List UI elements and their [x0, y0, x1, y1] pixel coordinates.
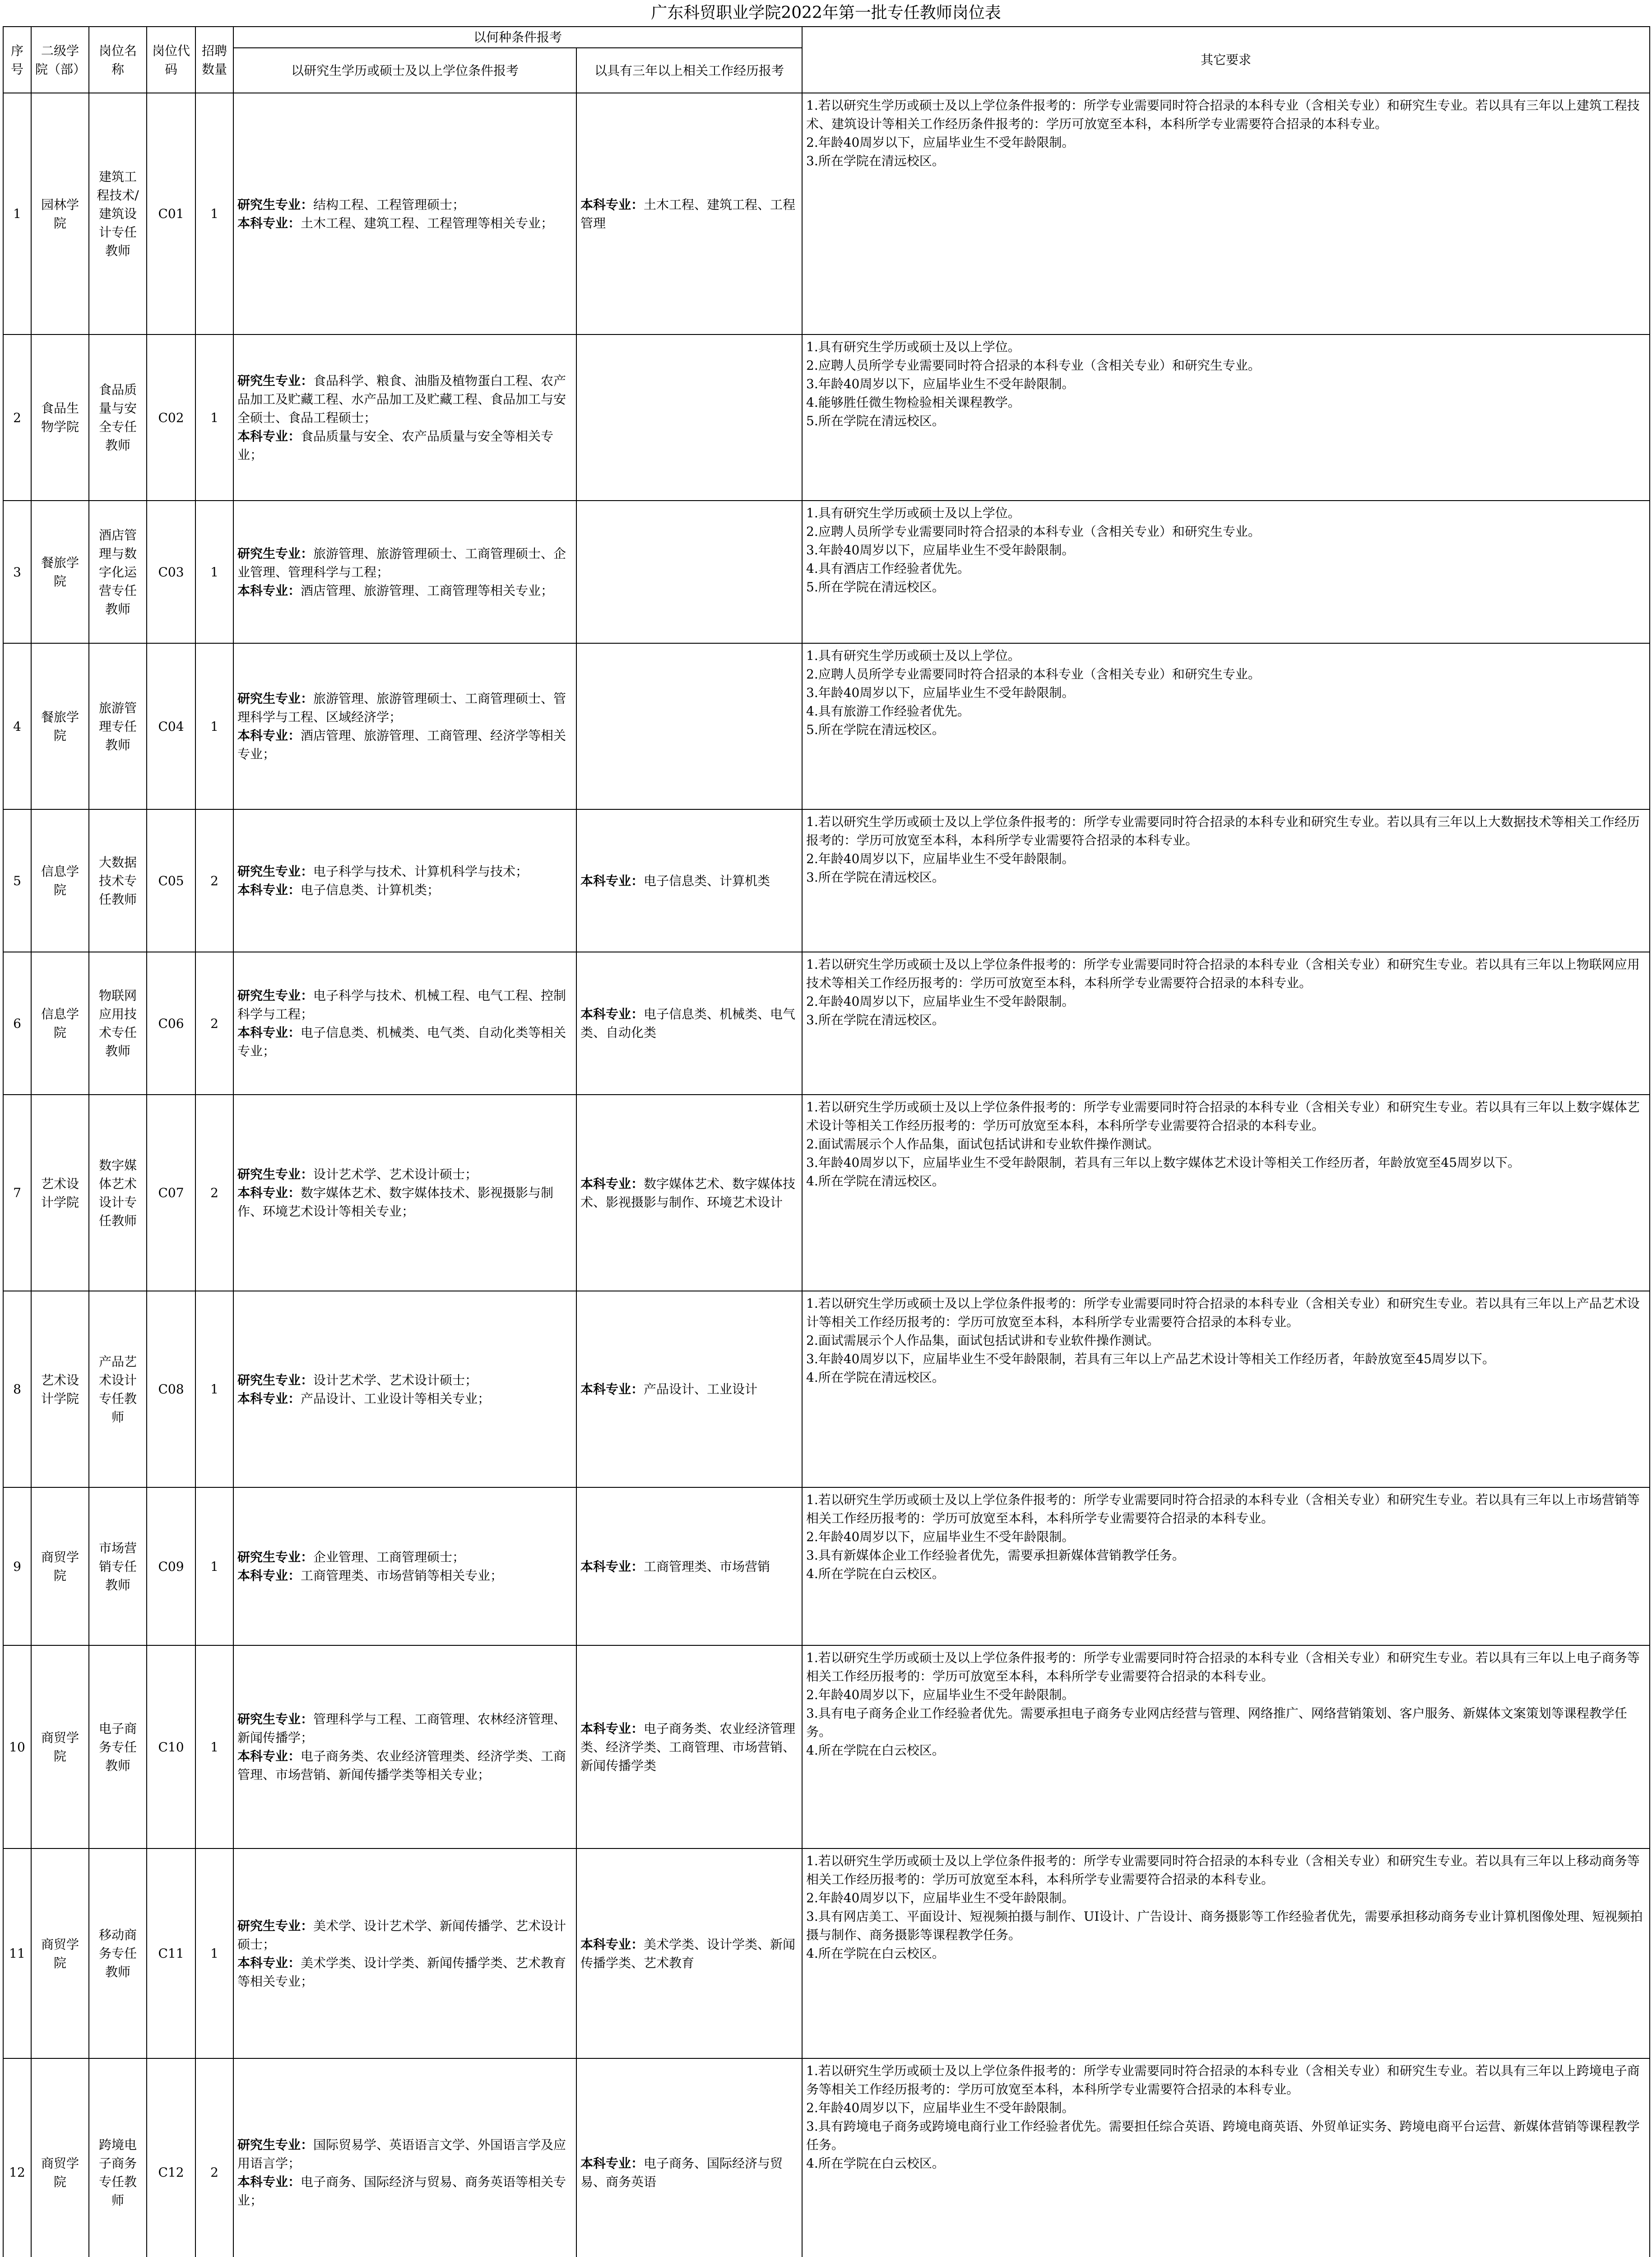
major-line — [580, 1935, 798, 1972]
major-lead: 本科专业： — [580, 1937, 644, 1952]
row-grad-majors — [233, 643, 576, 809]
header-seq: 序号 — [3, 27, 31, 93]
row-requirements — [802, 1487, 1650, 1645]
row-school: 商贸学院 — [31, 1848, 89, 2058]
major-lead: 本科专业： — [237, 1185, 301, 1200]
major-text: 食品科学、粮食、油脂及植物蛋白工程、农产品加工及贮藏工程、水产品加工及贮藏工程、食品加工与安全硕士、食品工程硕士； — [237, 373, 566, 425]
major-line — [237, 1954, 572, 1991]
major-line — [580, 1380, 798, 1398]
requirement-item: 1.若以研究生学历或硕士及以上学位条件报考的：所学专业需要同时符合招录的本科专业（含相关专业）和研究生专业。若以具有三年以上物联网应用技术等相关工作经历报考的：学历可放宽至本科，本科所学专业需要符合招录的本科专业。 — [806, 957, 1640, 990]
row-school: 餐旅学院 — [31, 501, 89, 643]
row-requirements — [802, 809, 1650, 952]
major-lead: 研究生专业： — [237, 1918, 314, 1933]
row-code: C06 — [147, 952, 195, 1095]
major-text: 土木工程、建筑工程、工程管理等相关专业； — [301, 215, 554, 231]
header-post: 岗位名称 — [89, 27, 147, 93]
row-grad-majors — [233, 1095, 576, 1291]
major-text: 电子信息类、计算机类 — [644, 873, 770, 888]
major-lead: 本科专业： — [580, 1559, 644, 1574]
major-lead: 本科专业： — [580, 197, 644, 212]
requirement-item: 2.应聘人员所学专业需要同时符合招录的本科专业（含相关专业）和研究生专业。 — [806, 358, 1261, 373]
row-work-majors — [576, 93, 802, 334]
row-requirements — [802, 952, 1650, 1095]
major-text: 美术学类、设计学类、新闻传播学类、艺术教育 — [580, 1937, 796, 1970]
major-lead: 研究生专业： — [237, 864, 314, 879]
requirement-item: 4.所在学院在清远校区。 — [806, 1370, 945, 1385]
table-row — [3, 334, 1650, 501]
row-code: C10 — [147, 1645, 195, 1848]
major-line — [237, 581, 572, 600]
row-count: 1 — [195, 334, 233, 501]
major-line — [237, 862, 572, 881]
major-line — [237, 427, 572, 464]
major-line — [237, 1566, 572, 1585]
major-lead: 本科专业： — [237, 583, 301, 598]
major-text: 土木工程、建筑工程、工程管理 — [580, 197, 796, 231]
row-requirements — [802, 501, 1650, 643]
requirement-item: 3.年龄40周岁以下，应届毕业生不受年龄限制。 — [806, 543, 1075, 557]
major-text: 结构工程、工程管理硕士； — [313, 197, 465, 212]
row-school: 商贸学院 — [31, 2058, 89, 2257]
requirement-item: 3.所在学院在清远校区。 — [806, 153, 945, 168]
requirement-item: 2.年龄40周岁以下，应届毕业生不受年龄限制。 — [806, 1529, 1075, 1544]
row-count: 1 — [195, 1487, 233, 1645]
table-body — [3, 93, 1650, 2257]
row-grad-majors — [233, 1291, 576, 1487]
requirement-item: 2.年龄40周岁以下，应届毕业生不受年龄限制。 — [806, 2100, 1075, 2115]
header-count: 招聘数量 — [195, 27, 233, 93]
row-work-majors — [576, 501, 802, 643]
row-code: C01 — [147, 93, 195, 334]
requirement-item: 2.年龄40周岁以下，应届毕业生不受年龄限制。 — [806, 851, 1075, 866]
major-text: 工商管理类、市场营销等相关专业； — [301, 1568, 503, 1583]
major-text: 管理科学与工程、工商管理、农林经济管理、新闻传播学； — [237, 1712, 566, 1745]
requirement-item: 1.具有研究生学历或硕士及以上学位。 — [806, 339, 1021, 354]
major-line — [237, 1389, 572, 1408]
row-grad-majors — [233, 809, 576, 952]
major-line — [580, 1005, 798, 1042]
major-line — [237, 1548, 572, 1566]
major-text: 电子信息类、计算机类； — [301, 882, 440, 897]
requirement-item: 3.具有网店美工、平面设计、短视频拍摄与制作、UI设计、广告设计、商务摄影等工作经验者优先，需要承担移动商务专业计算机图像处理、短视频拍摄与制作、商务摄影等课程教学任务。 — [806, 1909, 1643, 1942]
row-post: 数字媒体艺术设计专任教师 — [89, 1095, 147, 1291]
row-post: 跨境电子商务专任教师 — [89, 2058, 147, 2257]
table-row — [3, 643, 1650, 809]
row-seq: 8 — [3, 1291, 31, 1487]
major-text: 美术学、设计艺术学、新闻传播学、艺术设计硕士； — [237, 1918, 566, 1952]
row-grad-majors — [233, 334, 576, 501]
row-school: 信息学院 — [31, 952, 89, 1095]
row-requirements — [802, 1645, 1650, 1848]
major-text: 食品质量与安全、农产品质量与安全等相关专业； — [237, 428, 554, 462]
table-row — [3, 1095, 1650, 1291]
requirement-item: 1.若以研究生学历或硕士及以上学位条件报考的：所学专业需要同时符合招录的本科专业（含相关专业）和研究生专业。若以具有三年以上数字媒体艺术设计等相关工作经历报考的：学历可放宽至本科，本科所学专业需要符合招录的本科专业。 — [806, 1100, 1640, 1133]
major-text: 美术学类、设计学类、新闻传播学类、艺术教育等相关专业； — [237, 1955, 566, 1989]
requirement-item: 5.所在学院在清远校区。 — [806, 722, 945, 737]
row-school: 艺术设计学院 — [31, 1291, 89, 1487]
row-code: C02 — [147, 334, 195, 501]
row-post: 旅游管理专任教师 — [89, 643, 147, 809]
major-line — [237, 726, 572, 763]
requirement-item: 1.若以研究生学历或硕士及以上学位条件报考的：所学专业需要同时符合招录的本科专业（含相关专业）和研究生专业。若以具有三年以上电子商务等相关工作经历报考的：学历可放宽至本科，本科所学专业需要符合招录的本科专业。 — [806, 1650, 1640, 1684]
row-work-majors — [576, 1095, 802, 1291]
major-lead: 本科专业： — [237, 428, 301, 444]
row-post: 移动商务专任教师 — [89, 1848, 147, 2058]
row-grad-majors — [233, 1487, 576, 1645]
requirement-item: 2.应聘人员所学专业需要同时符合招录的本科专业（含相关专业）和研究生专业。 — [806, 667, 1261, 682]
row-seq: 7 — [3, 1095, 31, 1291]
major-line — [237, 1184, 572, 1221]
table-row — [3, 1291, 1650, 1487]
row-code: C12 — [147, 2058, 195, 2257]
header-grad: 以研究生学历或硕士及以上学位条件报考 — [233, 48, 576, 93]
row-seq: 1 — [3, 93, 31, 334]
row-post: 食品质量与安全专任教师 — [89, 334, 147, 501]
requirement-item: 1.具有研究生学历或硕士及以上学位。 — [806, 648, 1021, 663]
row-work-majors — [576, 334, 802, 501]
row-work-majors — [576, 1848, 802, 2058]
major-text: 酒店管理、旅游管理、工商管理等相关专业； — [301, 583, 554, 598]
row-seq: 6 — [3, 952, 31, 1095]
requirement-item: 1.具有研究生学历或硕士及以上学位。 — [806, 506, 1021, 520]
major-text: 电子商务类、农业经济管理类、经济学类、工商管理、市场营销、新闻传播学类 — [580, 1721, 796, 1773]
row-count: 2 — [195, 1095, 233, 1291]
major-lead: 本科专业： — [580, 1176, 644, 1191]
requirement-item: 3.所在学院在清远校区。 — [806, 1012, 945, 1027]
row-grad-majors — [233, 2058, 576, 2257]
requirement-item: 3.具有新媒体企业工作经验者优先，需要承担新媒体营销教学任务。 — [806, 1548, 1185, 1563]
row-requirements — [802, 1848, 1650, 2058]
requirement-item: 3.年龄40周岁以下，应届毕业生不受年龄限制。 — [806, 376, 1075, 391]
row-code: C07 — [147, 1095, 195, 1291]
major-line — [237, 1165, 572, 1184]
requirement-item: 3.年龄40周岁以下，应届毕业生不受年龄限制。 — [806, 685, 1075, 700]
major-lead: 研究生专业： — [237, 373, 314, 388]
row-grad-majors — [233, 93, 576, 334]
major-lead: 本科专业： — [580, 1382, 644, 1397]
major-lead: 本科专业： — [237, 1955, 301, 1970]
major-text: 工商管理类、市场营销 — [644, 1559, 770, 1574]
major-line — [237, 544, 572, 581]
page-title: 广东科贸职业学院2022年第一批专任教师岗位表 — [651, 4, 1001, 22]
requirement-item: 4.所在学院在清远校区。 — [806, 1174, 945, 1189]
row-requirements — [802, 1095, 1650, 1291]
requirement-item: 2.年龄40周岁以下，应届毕业生不受年龄限制。 — [806, 994, 1075, 1009]
requirement-item: 2.面试需展示个人作品集，面试包括试讲和专业软件操作测试。 — [806, 1333, 1160, 1348]
requirement-item: 4.能够胜任微生物检验相关课程教学。 — [806, 395, 1021, 410]
major-text: 产品设计、工业设计等相关专业； — [301, 1391, 491, 1406]
requirement-item: 1.若以研究生学历或硕士及以上学位条件报考的：所学专业需要同时符合招录的本科专业（含相关专业）和研究生专业。若以具有三年以上建筑工程技术、建筑设计等相关工作经历条件报考的：学历可放宽至本科，本科所学专业需要符合招录的本科专业。 — [806, 98, 1640, 131]
major-lead: 研究生专业： — [237, 1167, 314, 1182]
major-lead: 研究生专业： — [237, 988, 314, 1003]
major-lead: 本科专业： — [237, 1568, 301, 1583]
requirement-item: 4.具有酒店工作经验者优先。 — [806, 561, 970, 576]
requirement-item: 2.面试需展示个人作品集，面试包括试讲和专业软件操作测试。 — [806, 1137, 1160, 1152]
requirement-item: 2.年龄40周岁以下，应届毕业生不受年龄限制。 — [806, 1687, 1075, 1702]
row-seq: 9 — [3, 1487, 31, 1645]
row-post: 物联网应用技术专任教师 — [89, 952, 147, 1095]
table-row — [3, 2058, 1650, 2257]
major-lead: 本科专业： — [237, 2174, 301, 2189]
major-line — [237, 2136, 572, 2173]
row-school: 园林学院 — [31, 93, 89, 334]
row-post: 酒店管理与数字化运营专任教师 — [89, 501, 147, 643]
major-text: 产品设计、工业设计 — [644, 1382, 758, 1397]
row-work-majors — [576, 1645, 802, 1848]
major-lead: 本科专业： — [237, 1749, 301, 1764]
table-row — [3, 809, 1650, 952]
requirement-item: 4.所在学院在白云校区。 — [806, 1743, 945, 1758]
major-line — [580, 1175, 798, 1212]
row-code: C09 — [147, 1487, 195, 1645]
requirement-item: 3.所在学院在清远校区。 — [806, 870, 945, 885]
major-text: 设计艺术学、艺术设计硕士； — [313, 1372, 478, 1388]
row-work-majors — [576, 809, 802, 952]
major-line — [237, 689, 572, 726]
major-line — [237, 1747, 572, 1784]
major-text: 电子商务、国际经济与贸易、商务英语 — [580, 2155, 783, 2189]
row-post: 电子商务专任教师 — [89, 1645, 147, 1848]
major-lead: 本科专业： — [237, 1391, 301, 1406]
major-lead: 本科专业： — [580, 1007, 644, 1022]
row-seq: 2 — [3, 334, 31, 501]
row-school: 商贸学院 — [31, 1645, 89, 1848]
row-post: 大数据技术专任教师 — [89, 809, 147, 952]
row-grad-majors — [233, 1645, 576, 1848]
header-code: 岗位代码 — [147, 27, 195, 93]
row-post: 建筑工程技术/建筑设计专任教师 — [89, 93, 147, 334]
requirement-item: 1.若以研究生学历或硕士及以上学位条件报考的：所学专业需要同时符合招录的本科专业（含相关专业）和研究生专业。若以具有三年以上移动商务等相关工作经历报考的：学历可放宽至本科，本科所学专业需要符合招录的本科专业。 — [806, 1853, 1640, 1887]
requirement-item: 1.若以研究生学历或硕士及以上学位条件报考的：所学专业需要同时符合招录的本科专业和研究生专业。若以具有三年以上大数据技术等相关工作经历报考的：学历可放宽至本科，本科所学专业需要符合招录的本科专业。 — [806, 814, 1640, 848]
major-lead: 本科专业： — [580, 873, 644, 888]
row-requirements — [802, 93, 1650, 334]
row-count: 2 — [195, 952, 233, 1095]
row-work-majors — [576, 1487, 802, 1645]
row-work-majors — [576, 643, 802, 809]
row-post: 产品艺术设计专任教师 — [89, 1291, 147, 1487]
row-code: C03 — [147, 501, 195, 643]
major-line — [237, 986, 572, 1023]
row-grad-majors — [233, 952, 576, 1095]
major-line — [237, 1023, 572, 1060]
major-lead: 本科专业： — [580, 2155, 644, 2171]
major-text: 企业管理、工商管理硕士； — [313, 1550, 465, 1565]
table-row — [3, 952, 1650, 1095]
row-code: C04 — [147, 643, 195, 809]
row-count: 1 — [195, 501, 233, 643]
requirement-item: 1.若以研究生学历或硕士及以上学位条件报考的：所学专业需要同时符合招录的本科专业（含相关专业）和研究生专业。若以具有三年以上跨境电子商务等相关工作经历报考的：学历可放宽至本科，本科所学专业需要符合招录的本科专业。 — [806, 2063, 1640, 2097]
major-lead: 研究生专业： — [237, 1712, 314, 1727]
header-condition-group: 以何种条件报考 — [233, 27, 802, 48]
row-work-majors — [576, 2058, 802, 2257]
major-text: 国际贸易学、英语语言文学、外国语言学及应用语言学； — [237, 2137, 566, 2171]
requirement-item: 2.年龄40周岁以下，应届毕业生不受年龄限制。 — [806, 1890, 1075, 1905]
row-seq: 12 — [3, 2058, 31, 2257]
row-count: 2 — [195, 2058, 233, 2257]
row-code: C11 — [147, 1848, 195, 2058]
row-requirements — [802, 334, 1650, 501]
requirement-item: 3.具有电子商务企业工作经验者优先。需要承担电子商务专业网店经营与管理、网络推广、网络营销策划、客户服务、新媒体文案策划等课程教学任务。 — [806, 1706, 1627, 1739]
major-lead: 研究生专业： — [237, 546, 314, 561]
row-seq: 3 — [3, 501, 31, 643]
row-school: 艺术设计学院 — [31, 1095, 89, 1291]
requirement-item: 4.所在学院在白云校区。 — [806, 1946, 945, 1961]
major-lead: 研究生专业： — [237, 1372, 314, 1388]
requirement-item: 5.所在学院在清远校区。 — [806, 580, 945, 594]
requirement-item: 2.应聘人员所学专业需要同时符合招录的本科专业（含相关专业）和研究生专业。 — [806, 524, 1261, 539]
row-requirements — [802, 2058, 1650, 2257]
requirement-item: 2.年龄40周岁以下，应届毕业生不受年龄限制。 — [806, 135, 1075, 150]
row-count: 2 — [195, 809, 233, 952]
positions-table — [3, 26, 1650, 2257]
major-text: 电子科学与技术、计算机科学与技术； — [313, 864, 529, 879]
header-other: 其它要求 — [802, 27, 1650, 93]
major-lead: 本科专业： — [237, 728, 301, 743]
major-lead: 研究生专业： — [237, 2137, 314, 2152]
major-text: 旅游管理、旅游管理硕士、工商管理硕士、企业管理、管理科学与工程； — [237, 546, 566, 580]
major-lead: 本科专业： — [237, 1025, 301, 1040]
major-line — [580, 2154, 798, 2191]
major-text: 电子信息类、机械类、电气类、自动化类等相关专业； — [237, 1025, 566, 1059]
major-line — [580, 195, 798, 232]
major-line — [237, 1371, 572, 1389]
row-school: 商贸学院 — [31, 1487, 89, 1645]
major-text: 酒店管理、旅游管理、工商管理、经济学等相关专业； — [237, 728, 566, 762]
major-text: 设计艺术学、艺术设计硕士； — [313, 1167, 478, 1182]
major-text: 电子商务、国际经济与贸易、商务英语等相关专业； — [237, 2174, 566, 2208]
table-row — [3, 501, 1650, 643]
major-line — [580, 872, 798, 890]
major-text: 电子科学与技术、机械工程、电气工程、控制科学与工程； — [237, 988, 566, 1022]
requirement-item: 3.年龄40周岁以下，应届毕业生不受年龄限制，若具有三年以上产品艺术设计等相关工作经历者，年龄放宽至45周岁以下。 — [806, 1351, 1495, 1366]
major-text: 电子信息类、机械类、电气类、自动化类 — [580, 1007, 796, 1040]
row-count: 1 — [195, 1291, 233, 1487]
major-text: 数字媒体艺术、数字媒体技术、影视摄影与制作、环境艺术设计等相关专业； — [237, 1185, 554, 1219]
row-post: 市场营销专任教师 — [89, 1487, 147, 1645]
row-requirements — [802, 1291, 1650, 1487]
table-row — [3, 1848, 1650, 2058]
major-line — [237, 881, 572, 899]
row-school: 餐旅学院 — [31, 643, 89, 809]
major-line — [237, 372, 572, 427]
major-lead: 本科专业： — [237, 215, 301, 231]
requirement-item: 4.所在学院在白云校区。 — [806, 2156, 945, 2171]
major-line — [237, 195, 572, 214]
header-school: 二级学院（部） — [31, 27, 89, 93]
major-line — [580, 1719, 798, 1775]
row-count: 1 — [195, 643, 233, 809]
requirement-item: 3.具有跨境电子商务或跨境电商行业工作经验者优先。需要担任综合英语、跨境电商英语、外贸单证实务、跨境电商平台运营、新媒体营销等课程教学任务。 — [806, 2119, 1640, 2152]
row-school: 信息学院 — [31, 809, 89, 952]
major-lead: 本科专业： — [237, 882, 301, 897]
row-count: 1 — [195, 1645, 233, 1848]
header-work: 以具有三年以上相关工作经历报考 — [576, 48, 802, 93]
row-work-majors — [576, 952, 802, 1095]
major-lead: 研究生专业： — [237, 197, 314, 212]
major-line — [580, 1557, 798, 1576]
row-work-majors — [576, 1291, 802, 1487]
major-line — [237, 1917, 572, 1954]
row-seq: 5 — [3, 809, 31, 952]
row-seq: 4 — [3, 643, 31, 809]
requirement-item: 4.所在学院在白云校区。 — [806, 1566, 945, 1581]
table-row — [3, 1487, 1650, 1645]
row-code: C08 — [147, 1291, 195, 1487]
major-text: 电子商务类、农业经济管理类、经济学类、工商管理、市场营销、新闻传播学类等相关专业； — [237, 1749, 566, 1782]
row-seq: 10 — [3, 1645, 31, 1848]
major-lead: 本科专业： — [580, 1721, 644, 1736]
major-text: 旅游管理、旅游管理硕士、工商管理硕士、管理科学与工程、区域经济学； — [237, 691, 566, 724]
requirement-item: 4.具有旅游工作经验者优先。 — [806, 704, 970, 719]
major-line — [237, 2173, 572, 2210]
row-requirements — [802, 643, 1650, 809]
row-count: 1 — [195, 93, 233, 334]
major-line — [237, 214, 572, 232]
requirement-item: 3.年龄40周岁以下，应届毕业生不受年龄限制，若具有三年以上数字媒体艺术设计等相关工作经历者，年龄放宽至45周岁以下。 — [806, 1155, 1520, 1170]
major-text: 数字媒体艺术、数字媒体技术、影视摄影与制作、环境艺术设计 — [580, 1176, 796, 1210]
row-count: 1 — [195, 1848, 233, 2058]
requirement-item: 5.所在学院在清远校区。 — [806, 413, 945, 428]
major-line — [237, 1710, 572, 1747]
table-row — [3, 93, 1650, 334]
major-lead: 研究生专业： — [237, 1550, 314, 1565]
requirement-item: 1.若以研究生学历或硕士及以上学位条件报考的：所学专业需要同时符合招录的本科专业（含相关专业）和研究生专业。若以具有三年以上产品艺术设计等相关工作经历报考的：学历可放宽至本科，本科所学专业需要符合招录的本科专业。 — [806, 1296, 1640, 1329]
table-row — [3, 1645, 1650, 1848]
row-school: 食品生物学院 — [31, 334, 89, 501]
requirement-item: 1.若以研究生学历或硕士及以上学位条件报考的：所学专业需要同时符合招录的本科专业（含相关专业）和研究生专业。若以具有三年以上市场营销等相关工作经历报考的：学历可放宽至本科，本科所学专业需要符合招录的本科专业。 — [806, 1492, 1640, 1526]
row-seq: 11 — [3, 1848, 31, 2058]
row-grad-majors — [233, 1848, 576, 2058]
row-grad-majors — [233, 501, 576, 643]
row-code: C05 — [147, 809, 195, 952]
major-lead: 研究生专业： — [237, 691, 314, 706]
